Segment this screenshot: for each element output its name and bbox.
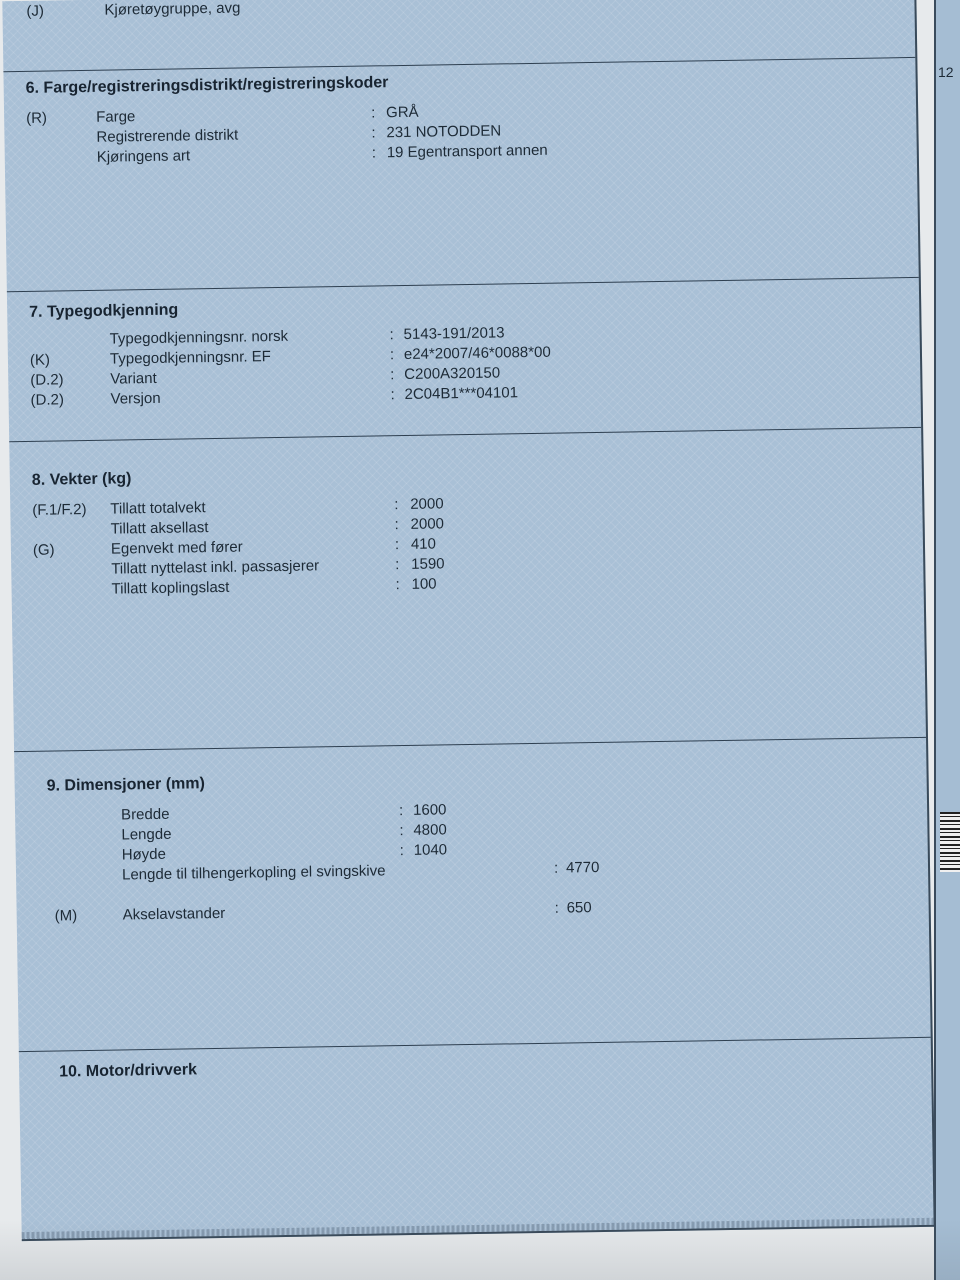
row-label: Lengde xyxy=(121,825,172,844)
row-colon: : xyxy=(398,802,404,820)
row-value: 4800 xyxy=(413,821,447,839)
row-colon: : xyxy=(395,556,400,574)
top-row xyxy=(26,0,426,23)
row-colon: : xyxy=(399,822,404,840)
row-value: 5143-191/2013 xyxy=(403,324,505,343)
row-value: GRÅ xyxy=(385,103,419,122)
barcode xyxy=(940,812,960,872)
section-title: 9. Dimensjoner (mm) xyxy=(46,775,206,795)
row-label: Tillatt koplingslast xyxy=(111,578,230,598)
row-colon: : xyxy=(371,124,376,142)
next-page-fragment: 12 xyxy=(938,64,954,80)
row-colon: : xyxy=(399,842,405,860)
row-value: 650 xyxy=(566,899,592,917)
row-colon: : xyxy=(395,576,400,594)
field-row xyxy=(49,895,869,928)
section-10 xyxy=(19,1037,934,1232)
section-7 xyxy=(7,277,921,442)
row-label: Tillatt nyttelast inkl. passasjerer xyxy=(111,557,320,578)
row-label: Versjon xyxy=(110,389,161,408)
row-code: (K) xyxy=(29,351,51,369)
registration-document xyxy=(2,0,935,1241)
row-value: 1040 xyxy=(413,841,448,859)
row-value: 4770 xyxy=(565,858,600,877)
row-value: 19 Egentransport annen xyxy=(386,141,548,162)
row-colon: : xyxy=(389,346,395,364)
row-value: 1590 xyxy=(411,555,445,573)
row-colon: : xyxy=(389,326,394,344)
row-value: C200A320150 xyxy=(404,364,501,383)
row-label: Egenvekt med fører xyxy=(110,538,243,558)
row-colon: : xyxy=(390,386,395,404)
section-title: 10. Motor/drivverk xyxy=(59,1061,198,1081)
section-6 xyxy=(3,57,918,292)
row-value: 2000 xyxy=(410,495,444,513)
row-colon: : xyxy=(554,899,559,917)
row-colon: : xyxy=(370,104,376,122)
row-label: Bredde xyxy=(120,805,170,824)
section-title: 6. Farge/registreringsdistrikt/registreringskoder xyxy=(25,74,389,97)
next-page-edge xyxy=(934,0,960,1280)
section-8 xyxy=(9,427,926,752)
row-label: Kjøringens art xyxy=(96,147,191,166)
row-label: Farge xyxy=(96,108,136,126)
row-label: Akselavstander xyxy=(122,904,226,924)
section-title: 7. Typegodkjenning xyxy=(29,301,179,321)
row-value: 231 NOTODDEN xyxy=(386,122,502,142)
row-value: e24*2007/46*0088*00 xyxy=(403,343,551,363)
row-value: 1600 xyxy=(412,801,447,819)
row-code: (R) xyxy=(26,109,48,127)
row-code: (J) xyxy=(26,2,45,20)
row-value: 100 xyxy=(411,575,437,593)
row-label: Registrerende distrikt xyxy=(96,126,239,146)
row-code: (D.2) xyxy=(30,371,64,389)
row-label: Lengde til tilhengerkopling el svingskive xyxy=(121,862,386,884)
row-value: 2C04B1***04101 xyxy=(404,384,519,403)
row-value: 2000 xyxy=(410,515,445,533)
row-colon: : xyxy=(394,516,399,534)
row-label: Tillatt aksellast xyxy=(110,519,209,538)
row-code: (M) xyxy=(54,907,78,925)
row-colon: : xyxy=(394,496,399,514)
row-colon: : xyxy=(553,859,559,877)
section-title: 8. Vekter (kg) xyxy=(31,470,132,489)
row-label: Høyde xyxy=(121,845,167,864)
row-code: (D.2) xyxy=(30,391,65,409)
row-label: Typegodkjenningsnr. EF xyxy=(109,348,272,368)
row-colon: : xyxy=(390,366,395,384)
row-label: Tillatt totalvekt xyxy=(110,499,206,518)
row-code: (G) xyxy=(32,541,55,559)
row-label: Kjøretøygruppe, avg xyxy=(104,0,241,19)
row-label: Variant xyxy=(110,369,157,388)
row-label: Typegodkjenningsnr. norsk xyxy=(109,327,289,348)
row-colon: : xyxy=(394,536,400,554)
row-colon: : xyxy=(371,144,377,162)
section-9 xyxy=(14,737,931,1052)
row-code: (F.1/F.2) xyxy=(32,500,87,519)
bottom-shadow xyxy=(0,1220,960,1280)
row-value: 410 xyxy=(410,535,437,553)
